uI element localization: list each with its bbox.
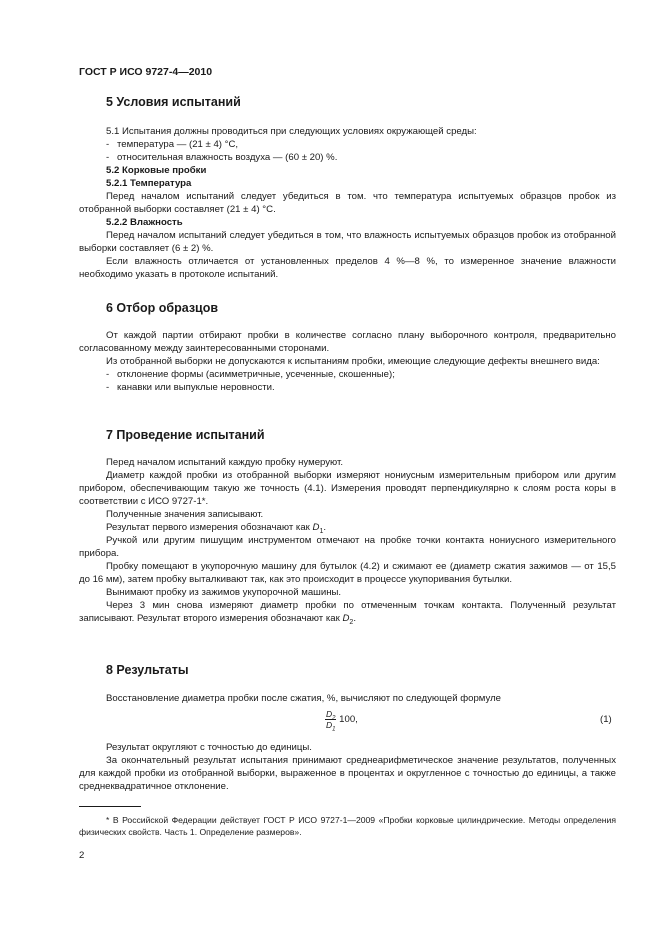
section-8-body: [79, 741, 616, 793]
bullet-shape-defect: - отклонение формы (асимметричные, усеченные, скошенные);: [106, 369, 395, 380]
bullet-grooves: - канавки или выпуклые неровности.: [106, 382, 275, 393]
paragraph-5-2-2a: Перед началом испытаний следует убедиться в том, что влажность испытуемых образцов пробок из отобранной выборки составляет (6 ± 2) %.: [79, 230, 616, 254]
paragraph-7-1: Перед началом испытаний каждую пробку нумеруют.: [106, 457, 344, 468]
document-header: ГОСТ Р ИСО 9727-4—2010: [79, 66, 213, 78]
paragraph-7-3: Полученные значения записывают.: [106, 509, 264, 520]
paragraph-7-5: Ручкой или другим пишущим инструментом отмечают на пробке точки контакта нониусного измерительного прибора.: [79, 535, 616, 559]
paragraph-7-2: Диаметр каждой пробки из отобранной выборки измеряют нониусным измерительным прибором или другим прибором, обеспечивающим такую же точность (4.1). Измерения проводят перпендикулярно к слоям роста коры в соответствии с ИСО 9727-1*.: [79, 470, 616, 507]
section-5-body: [79, 125, 616, 281]
subsection-5-2-1: 5.2.1 Температура: [106, 178, 192, 189]
paragraph-7-7: Вынимают пробку из зажимов укупорочной машины.: [106, 587, 342, 598]
paragraph-5-2-1: Перед началом испытаний следует убедиться в том. что температура испытуемых образцов пробок из отобранной выборки составляет (21 ± 4) °С.: [79, 191, 616, 215]
section-5-title: 5 Условия испытаний: [106, 95, 241, 109]
formula-fraction: $\frac{D_2}{D_1}$: [326, 709, 336, 733]
footnote: * В Российской Федерации действует ГОСТ Р ИСО 9727-1—2009 «Пробки корковые цилиндрические. Методы определения физических свойств. Часть 1. Определение размеров».: [79, 815, 616, 837]
section-6-body: [79, 329, 616, 394]
bullet-humidity: - относительная влажность воздуха — (60 ± 20) %.: [106, 152, 338, 163]
formula-tail: 100,: [336, 714, 358, 726]
equation-number: (1): [600, 714, 612, 725]
symbol-d1: D: [312, 522, 320, 533]
page-number: 2: [79, 850, 85, 861]
subsection-5-2: 5.2 Корковые пробки: [106, 165, 207, 176]
paragraph-7-8: Через 3 мин снова измеряют диаметр пробки по отмеченным точкам контакта. Полученный результат записывают. Результат второго измерения обозначают как $D_2$.: [79, 600, 616, 626]
symbol-d2: D: [342, 613, 350, 624]
paragraph-8-3: За окончательный результат испытания принимают среднеарифметическое значение результатов, полученных для каждой пробки из отобранной выборки, выраженное в процентах и округленное с точностью до единицы, а также среднеквадратичное отклонение.: [79, 755, 616, 792]
section-8-intro: [79, 692, 616, 705]
formula-1: [325, 709, 358, 733]
paragraph-8-1: Восстановление диаметра пробки после сжатия, %, вычисляют по следующей формуле: [106, 693, 502, 704]
section-6-title: 6 Отбор образцов: [106, 301, 219, 315]
paragraph-5-1: 5.1 Испытания должны проводиться при следующих условиях окружающей среды:: [106, 126, 477, 137]
bullet-temperature: - температура — (21 ± 4) °С,: [106, 139, 239, 150]
paragraph-5-2-2b: Если влажность отличается от установленных пределов 4 %—8 %, то измеренное значение влажности необходимо указать в протоколе испытаний.: [79, 256, 616, 280]
paragraph-7-4: Результат первого измерения обозначают как $D_1$.: [106, 522, 327, 535]
footnote-divider: [79, 806, 141, 807]
section-7-body: [79, 456, 616, 625]
section-8-title: 8 Результаты: [106, 663, 189, 677]
subsection-5-2-2: 5.2.2 Влажность: [106, 217, 183, 228]
section-7-title: 7 Проведение испытаний: [106, 428, 265, 442]
paragraph-6-1: От каждой партии отбирают пробки в количестве согласно плану выборочного контроля, предварительно согласованному между заинтересованными сторонами.: [79, 330, 616, 354]
paragraph-8-2: Результат округляют с точностью до единицы.: [106, 742, 312, 753]
paragraph-6-2: Из отобранной выборки не допускаются к испытаниям пробки, имеющие следующие дефекты внешнего вида:: [106, 356, 600, 367]
paragraph-7-6: Пробку помещают в укупорочную машину для бутылок (4.2) и сжимают ее (диаметр сжатия зажимов — от 15,5 до 16 мм), затем пробку выталкивают так, как это происходит в процессе укупоривания бутылки.: [79, 561, 616, 585]
